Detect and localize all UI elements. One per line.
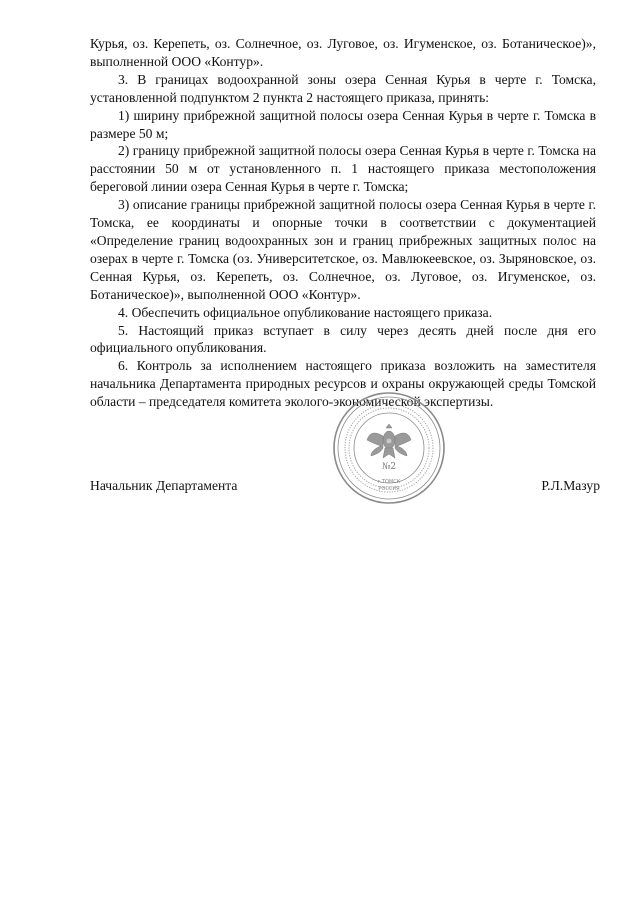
subitem-2: 2) границу прибрежной защитной полосы озера Сенная Курья в черте г. Томска на расстоянии 50 м от установленного п. 1 настоящего приказа местоположения береговой линии озера Сенная Курья в черте г. Томска; (90, 143, 596, 195)
paragraph-continuation: Курья, оз. Керепеть, оз. Солнечное, оз. Луговое, оз. Игуменское, оз. Ботаническое)», выполненной ООО «Контур». (90, 36, 596, 69)
paragraph-item-5: 5. Настоящий приказ вступает в силу через десять дней после дня его официального опубликования. (90, 322, 596, 356)
paragraph-item-6: 6. Контроль за исполнением настоящего приказа возложить на заместителя начальника Департамента природных ресурсов и охраны окружающей среды Томской области – председателя комитета эколого-экономической экспертизы. (90, 358, 596, 410)
subitem-1: 1) ширину прибрежной защитной полосы озера Сенная Курья в черте г. Томска в размере 50 м; (90, 107, 596, 141)
signature-name: Р.Л.Мазур (541, 478, 600, 493)
official-seal-stamp (331, 390, 447, 506)
document-body (90, 35, 596, 411)
subitem-3: 3) описание границы прибрежной защитной полосы озера Сенная Курья в черте г. Томска, ее координаты и опорные точки в соответствии с документацией «Определение границ водоохранных зон и границ прибрежных защитных полос на озерах в черте г. Томска (оз. Университетское, оз. Мавлюкеевское, оз. Зыряновское, оз. Сенная Курья, оз. Керепеть, оз. Солнечное, оз. Луговое, оз. Игуменское, оз. Ботаническое)», выполненной ООО «Контур». (90, 197, 596, 302)
svg-text:РОССИЯ: РОССИЯ (378, 486, 400, 492)
svg-text:№2: №2 (381, 462, 397, 472)
signature-position: Начальник Департамента (90, 478, 238, 493)
svg-text:г.ТОМСК: г.ТОМСК (377, 479, 401, 485)
paragraph-item-4: 4. Обеспечить официальное опубликование настоящего приказа. (118, 304, 493, 320)
paragraph-item-3: 3. В границах водоохранной зоны озера Сенная Курья в черте г. Томска, установленной подпунктом 2 пункта 2 настоящего приказа, принять: (90, 71, 596, 105)
